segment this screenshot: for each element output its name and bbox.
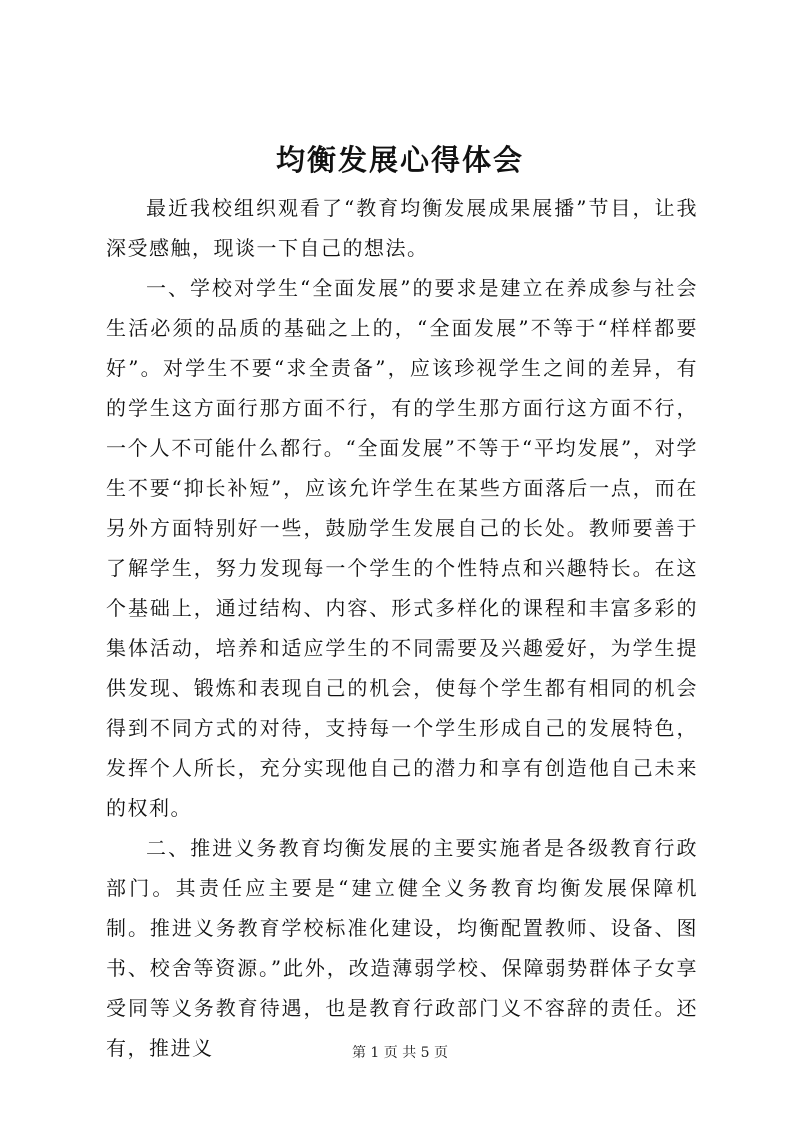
paragraph-section-two: 二、推进义务教育均衡发展的主要实施者是各级教育行政部门。其责任应主要是“建立健全义务教育均衡发展保障机制。推进义务教育学校标准化建设，均衡配置教师、设备、图书、校舍等资源。”此外，改造薄弱学校、保障弱势群体子女享受同等义务教育待遇，也是教育行政部门义不容辞的责任。还有，推进义 [106, 836, 698, 1060]
document-title: 均衡发展心得体会 [275, 143, 524, 177]
paragraph-section-one: 一、学校对学生“全面发展”的要求是建立在养成参与社会生活必须的品质的基础之上的，“全面发展”不等于“样样都要好”。对学生不要“求全责备”，应该珍视学生之间的差异，有的学生这方面行那方面不行，有的学生那方面行这方面不行，一个人不可能什么都行。“全面发展”不等于“平均发展”，对学生不要“抑长补短”，应该允许学生在某些方面落后一点，而在另外方面特别好一些，鼓励学生发展自己的长处。教师要善于了解学生，努力发现每一个学生的个性特点和兴趣特长。在这个基础上，通过结构、内容、形式多样化的课程和丰富多彩的集体活动，培养和适应学生的不同需要及兴趣爱好，为学生提供发现、锻炼和表现自己的机会，使每个学生都有相同的机会得到不同方式的对待，支持每一个学生形成自己的发展特色，发挥个人所长，充分实现他自己的潜力和享有创造他自己未来的权利。 [106, 276, 698, 820]
document-body [106, 188, 698, 1068]
paragraph-intro: 最近我校组织观看了“教育均衡发展成果展播”节目，让我深受感触，现谈一下自己的想法。 [106, 196, 698, 260]
page-number-footer: 第 1 页 共 5 页 [351, 1045, 449, 1061]
